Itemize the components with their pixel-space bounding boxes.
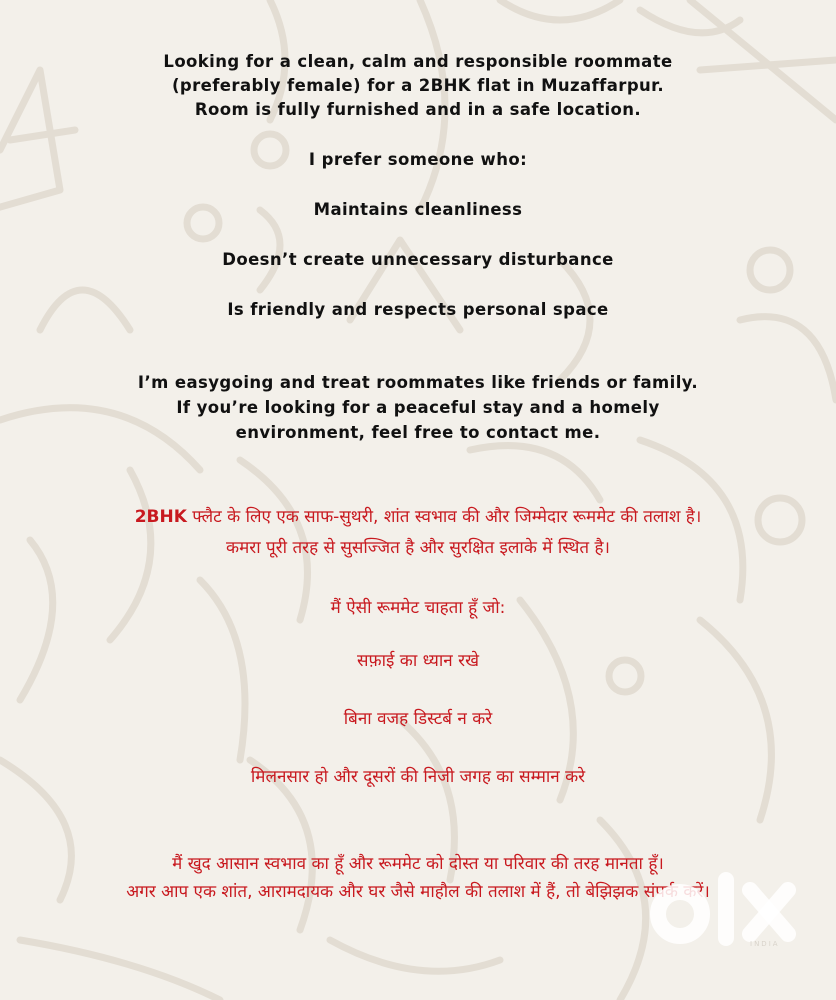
hindi-intro-line-1 (0, 502, 836, 532)
olx-watermark-subtitle: INDIA (750, 940, 780, 948)
hindi-intro-line-1-text: फ्लैट के लिए एक साफ-सुथरी, शांत स्वभाव की और जिम्मेदार रूममेट की तलाश है। (186, 507, 702, 527)
english-intro-line-3: Room is fully furnished and in a safe location. (194, 100, 642, 119)
english-intro-line-2: (preferably female) for a 2BHK flat in Muzaffarpur. (171, 76, 665, 95)
english-preference-item: Doesn’t create unnecessary disturbance (222, 250, 614, 269)
english-preference-item: Maintains cleanliness (313, 200, 523, 219)
hindi-prefer-heading: मैं ऐसी रूममेट चाहता हूँ जो: (330, 598, 506, 618)
hindi-closing-line-2: अगर आप एक शांत, आरामदायक और घर जैसे माहौल की तलाश में हैं, तो बेझिझक संपर्क करें। (126, 882, 710, 902)
hindi-preference-item: बिना वजह डिस्टर्ब न करे (343, 709, 493, 729)
hindi-intro-line-2: कमरा पूरी तरह से सुसज्जित है और सुरक्षित इलाके में स्थित है। (226, 538, 610, 558)
hindi-preference-item: मिलनसार हो और दूसरों की निजी जगह का सम्मान करे (250, 767, 586, 787)
hindi-intro-accent: 2BHK (134, 507, 187, 527)
english-closing-line-3: environment, feel free to contact me. (235, 423, 601, 442)
hindi-preference-item: सफ़ाई का ध्यान रखे (357, 651, 479, 671)
english-preference-item: Is friendly and respects personal space (227, 300, 609, 319)
english-prefer-heading: I prefer someone who: (308, 150, 528, 169)
english-intro-line-1: Looking for a clean, calm and responsible roommate (163, 52, 673, 71)
hindi-closing-line-1: मैं खुद आसान स्वभाव का हूँ और रूममेट को दोस्त या परिवार की तरह मानता हूँ। (172, 854, 664, 874)
english-closing-line-1: I’m easygoing and treat roommates like friends or family. (137, 373, 699, 392)
english-closing-line-2: If you’re looking for a peaceful stay and a homely (176, 398, 660, 417)
